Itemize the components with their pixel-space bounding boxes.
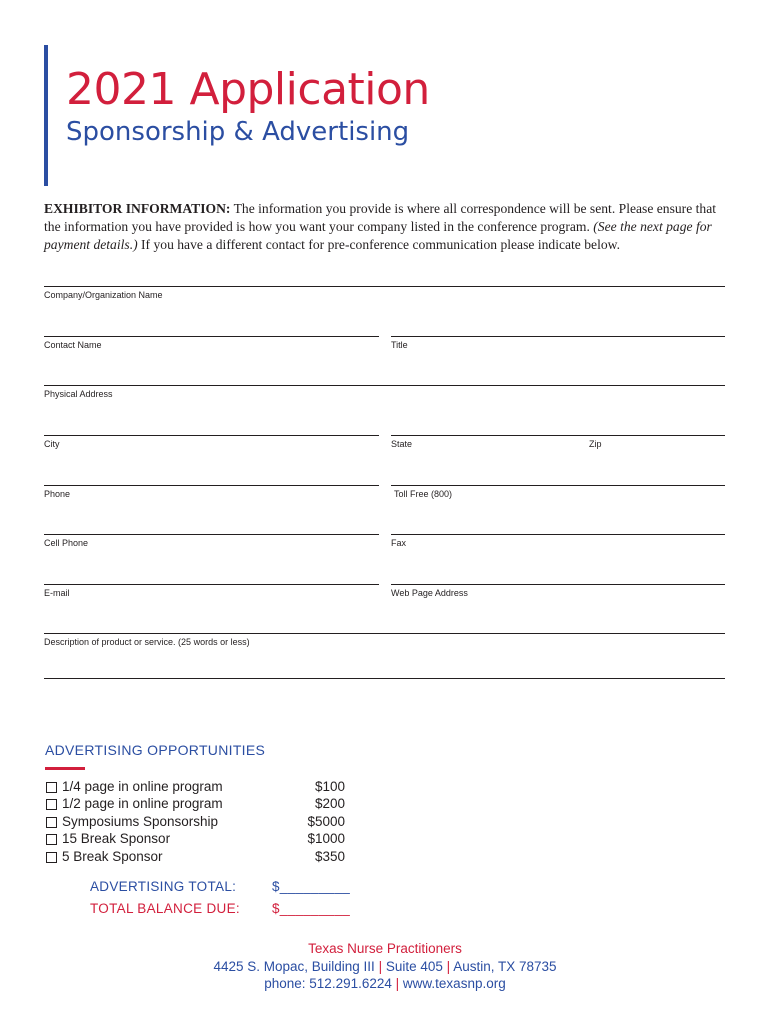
fax-label: Fax [391,538,407,548]
advertising-option[interactable] [45,814,345,831]
footer-suite: Suite 405 [385,959,443,974]
option-price: $5000 [307,813,345,829]
advertising-option[interactable] [45,831,345,848]
checkbox[interactable] [46,817,57,828]
zip-field[interactable] [587,435,725,450]
option-price: $1000 [307,831,345,847]
cell-phone-field[interactable] [44,534,379,549]
option-label: 1/4 page in online program [62,779,223,794]
advertising-total-input[interactable]: $_________ [272,879,351,894]
description-line-2[interactable] [44,678,725,693]
footer-address [0,959,770,974]
advertising-option[interactable] [45,779,345,796]
cell-phone-label: Cell Phone [44,538,89,548]
intro-text-1: The information you provide is where all correspondence will be sent. Please ensure that the information you have provided is how you want your company listed in the conference program. [44,201,717,234]
checkbox[interactable] [46,782,57,793]
exhibitor-intro [44,200,729,254]
footer-separator: | [446,959,451,974]
title-field[interactable] [391,336,725,351]
intro-italic: (See the next page for payment details.) [44,219,712,252]
description-label: Description of product or service. (25 words or less) [44,637,250,647]
phone-field[interactable] [44,485,379,500]
advertising-heading: ADVERTISING OPPORTUNITIES [45,742,266,758]
footer-street: 4425 S. Mopac, Building III [213,959,375,974]
email-field[interactable] [44,584,379,599]
address-label: Physical Address [44,389,113,399]
page-title: 2021 Application [66,64,430,115]
advertising-total-label: ADVERTISING TOTAL: [90,879,237,894]
advertising-options [45,779,345,866]
fax-field[interactable] [391,534,725,549]
advertising-rule [45,767,85,770]
page-subtitle: Sponsorship & Advertising [66,117,410,147]
option-label: 1/2 page in online program [62,796,223,812]
city-label: City [44,439,60,449]
balance-due-row [90,901,350,916]
tollfree-label: Toll Free (800) [394,489,453,499]
web-field[interactable] [391,584,725,599]
balance-due-input[interactable]: $_________ [272,901,351,916]
intro-text-2: If you have a different contact for pre-conference communication please indicate below. [137,237,620,252]
checkbox[interactable] [46,852,57,863]
intro-lead: EXHIBITOR INFORMATION: [44,201,231,216]
checkbox[interactable] [46,799,57,810]
header-accent-bar [44,45,48,186]
option-label: 5 Break Sponsor [62,848,163,864]
web-label: Web Page Address [391,588,468,598]
option-label: 15 Break Sponsor [62,831,171,847]
phone-label: Phone [44,489,71,499]
footer-website-link[interactable]: www.texasnp.org [402,976,506,991]
footer-phone: phone: 512.291.6224 [264,976,392,991]
advertising-option[interactable] [45,849,345,866]
company-field[interactable] [44,286,725,301]
contact-name-label: Contact Name [44,340,102,350]
option-label: Symposiums Sponsorship [62,813,219,829]
state-field[interactable] [391,435,587,450]
footer-contact [0,976,770,991]
footer-separator: | [378,959,383,974]
footer-city: Austin, TX 78735 [453,959,557,974]
tollfree-field[interactable] [391,485,725,500]
advertising-total-row [90,879,350,894]
city-field[interactable] [44,435,379,450]
email-label: E-mail [44,588,70,598]
state-label: State [391,439,413,449]
company-label: Company/Organization Name [44,290,163,300]
contact-name-field[interactable] [44,336,379,351]
option-price: $350 [314,848,345,864]
title-label: Title [391,340,408,350]
option-price: $200 [314,796,345,812]
address-field[interactable] [44,385,725,400]
footer-org: Texas Nurse Practitioners [308,941,462,956]
zip-label: Zip [589,439,602,449]
description-field[interactable] [44,633,725,648]
balance-due-label: TOTAL BALANCE DUE: [90,901,240,916]
advertising-option[interactable] [45,796,345,813]
option-price: $100 [314,779,345,794]
checkbox[interactable] [46,834,57,845]
footer-separator: | [395,976,400,991]
